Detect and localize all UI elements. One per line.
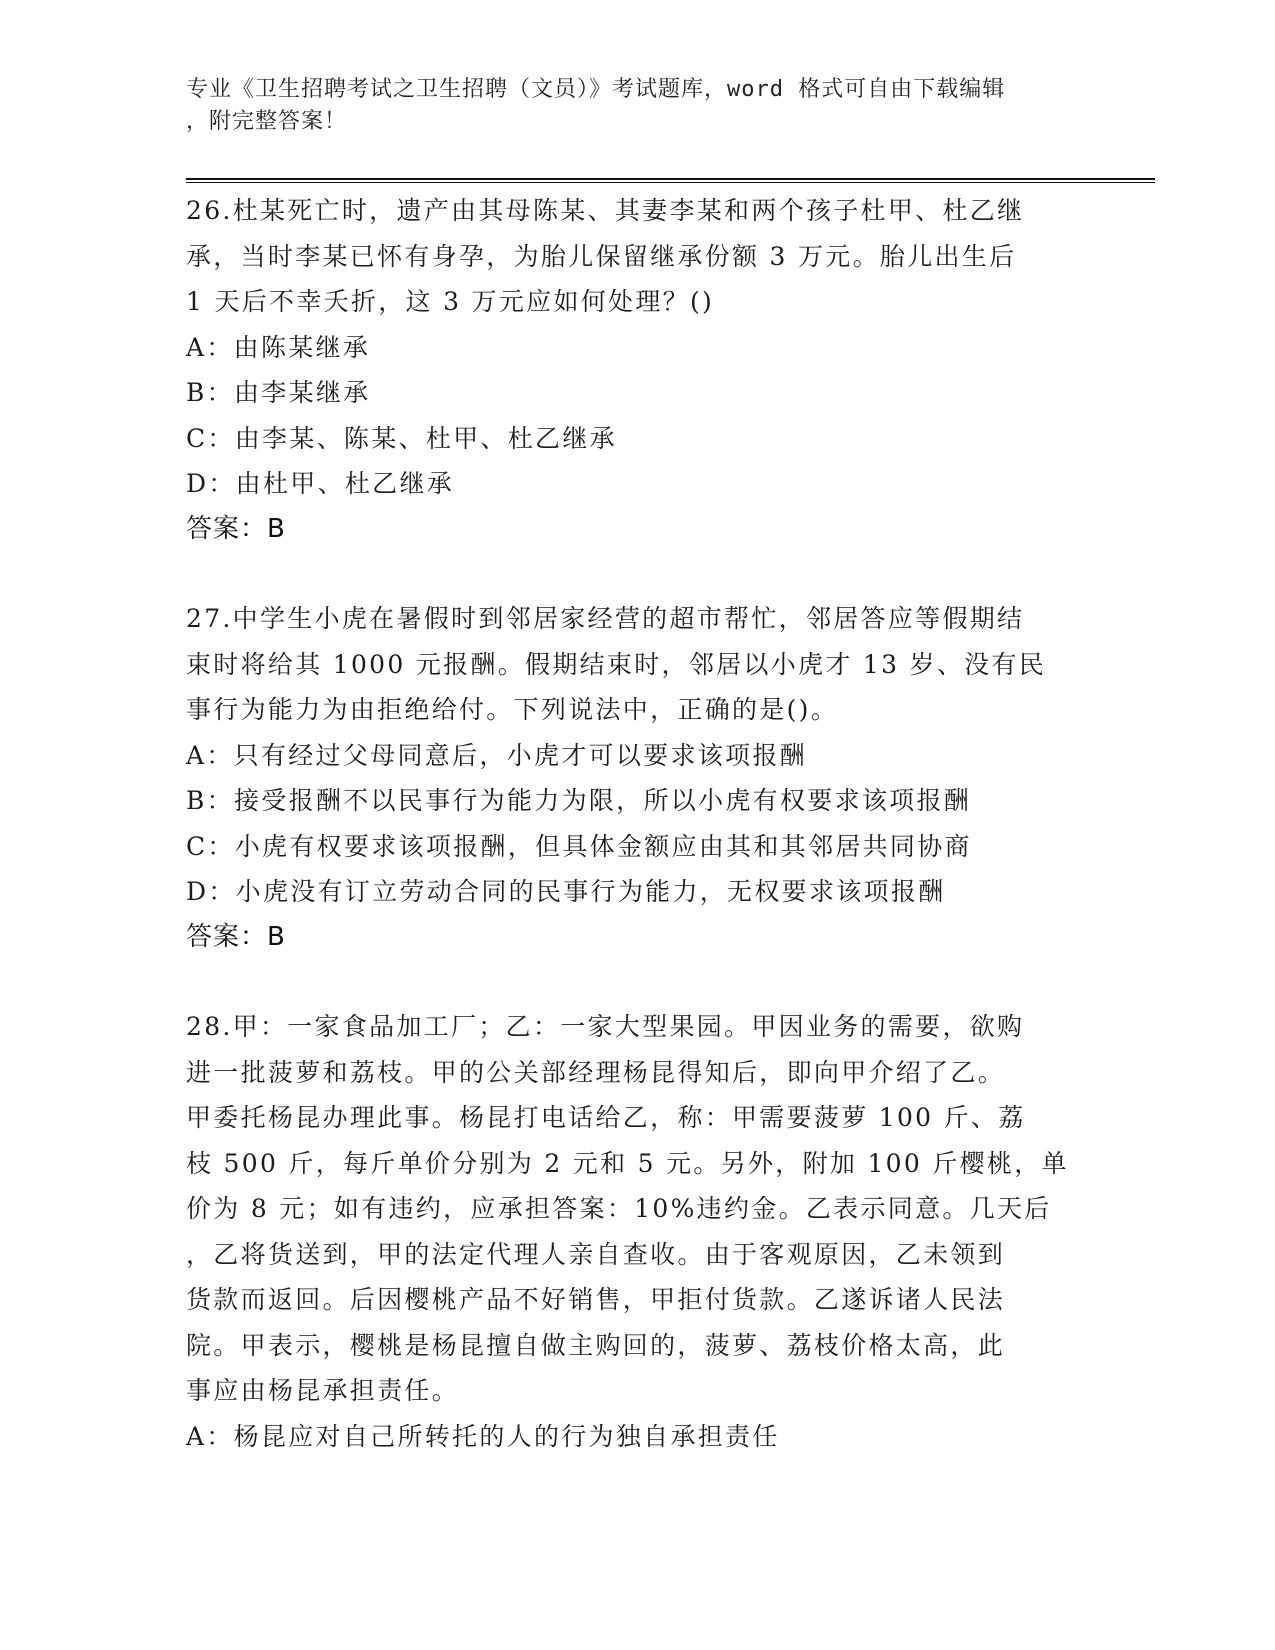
question-stem-line: 承，当时李某已怀有身孕，为胎儿保留继承份额 3 万元。胎儿出生后 <box>186 241 1017 271</box>
question-stem-line: 枝 500 斤，每斤单价分别为 2 元和 5 元。另外，附加 100 斤樱桃，单 <box>186 1148 1069 1178</box>
header-line: ，附完整答案！ <box>186 109 348 134</box>
option-b: B：由李某继承 <box>186 378 371 407</box>
question-stem-line: 货款而返回。后因樱桃产品不好销售，甲拒付货款。乙遂诉诸人民法 <box>186 1285 1006 1314</box>
question-stem-line: 27.中学生小虎在暑假时到邻居家经营的超市帮忙，邻居答应等假期结 <box>186 604 1025 633</box>
question-stem-line: 事行为能力为由拒绝给付。下列说法中，正确的是()。 <box>186 695 839 724</box>
option-c: C：小虎有权要求该项报酬，但具体金额应由其和其邻居共同协商 <box>186 831 972 861</box>
header-line: 专业《卫生招聘考试之卫生招聘（文员）》考试题库，word 格式可自由下载编辑 <box>186 77 1006 102</box>
option-a: A：只有经过父母同意后，小虎才可以要求该项报酬 <box>186 740 807 770</box>
option-d: D：小虎没有订立劳动合同的民事行为能力，无权要求该项报酬 <box>186 877 946 906</box>
option-b: B：接受报酬不以民事行为能力为限，所以小虎有权要求该项报酬 <box>186 786 972 815</box>
question-stem-line: 26.杜某死亡时，遗产由其母陈某、其妻李某和两个孩子杜甲、杜乙继 <box>186 196 1025 225</box>
question-stem-line: ，乙将货送到，甲的法定代理人亲自查收。由于客观原因，乙未领到 <box>186 1239 1006 1269</box>
question-stem-line: 28.甲：一家食品加工厂；乙：一家大型果园。甲因业务的需要，欲购 <box>186 1012 1025 1041</box>
question-stem-line: 进一批菠萝和荔枝。甲的公关部经理杨昆得知后，即向甲介绍了乙。 <box>186 1057 1006 1087</box>
question-26 <box>186 188 1076 552</box>
option-d: D：由杜甲、杜乙继承 <box>186 469 455 498</box>
option-c: C：由李某、陈某、杜甲、杜乙继承 <box>186 423 617 453</box>
question-stem-line: 院。甲表示，樱桃是杨昆擅自做主购回的，菠萝、荔枝价格太高，此 <box>186 1330 1006 1360</box>
question-stem-line: 束时将给其 1000 元报酬。假期结束时，邻居以小虎才 13 岁、没有民 <box>186 649 1047 679</box>
option-a: A：杨昆应对自己所转托的人的行为独自承担责任 <box>186 1421 780 1451</box>
question-27 <box>186 596 1076 960</box>
answer-label: 答案：B <box>186 513 286 544</box>
question-28 <box>186 1004 1076 1459</box>
question-stem-line: 价为 8 元；如有违约，应承担答案：10%违约金。乙表示同意。几天后 <box>186 1194 1052 1223</box>
question-stem-line: 1 天后不幸夭折，这 3 万元应如何处理？() <box>186 287 715 316</box>
question-stem-line: 甲委托杨昆办理此事。杨昆打电话给乙，称：甲需要菠萝 100 斤、荔 <box>186 1103 1026 1132</box>
header-divider <box>186 178 1155 180</box>
question-stem-line: 事应由杨昆承担责任。 <box>186 1376 460 1405</box>
document-header <box>186 74 1086 138</box>
header-divider-thin <box>186 182 1155 183</box>
option-a: A：由陈某继承 <box>186 332 371 362</box>
answer-label: 答案：B <box>186 921 286 952</box>
